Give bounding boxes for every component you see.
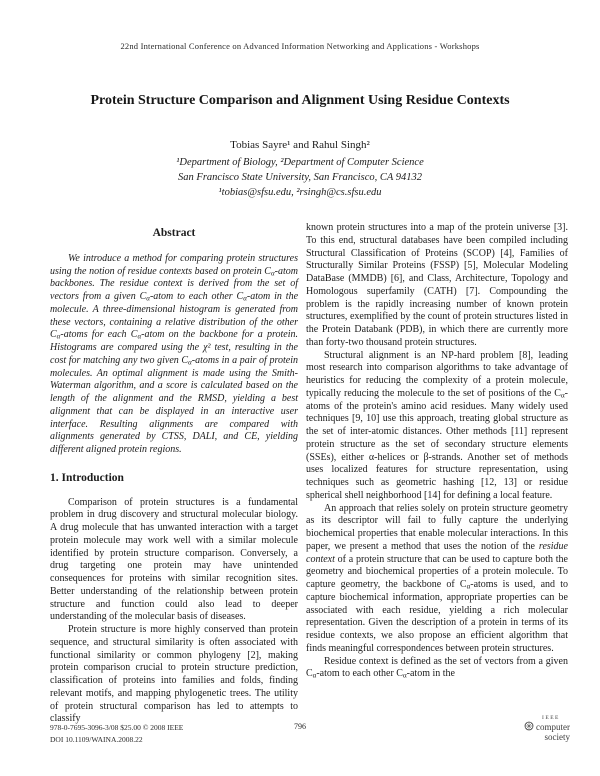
body-paragraph: Residue context is defined as the set of vectors from a given $C_\alpha$-atom to each other $C_\alpha$-atom in the bbox=[306, 655, 568, 680]
doi-line: DOI 10.1109/WAINA.2008.22 bbox=[50, 734, 143, 744]
isbn-copyright-line: 978-0-7695-3096-3/08 $25.00 © 2008 IEEE bbox=[50, 723, 184, 732]
introduction-paragraph: Comparison of protein structures is a fundamental problem in drug discovery and structural molecular biology. A drug molecule that has unwanted interaction with a target protein molecule may work well with a similar molecule identified by protein structure comparison. Conversely, a drug targeting one protein may have unintended consequences for proteins with similar recognition sites. Better understanding of the relationship between protein structure and function could also lead to deeper understanding of the molecular basis of diseases. bbox=[50, 496, 298, 623]
affiliation-departments: ¹Department of Biology, ²Department of Computer Science bbox=[176, 157, 424, 168]
right-column bbox=[306, 222, 568, 681]
paper-title: Protein Structure Comparison and Alignment Using Residue Contexts bbox=[90, 93, 510, 108]
author-emails: ¹tobias@sfsu.edu, ²rsingh@cs.sfsu.edu bbox=[218, 187, 382, 198]
running-header: 22nd International Conference on Advanced Information Networking and Applications - Workshops bbox=[120, 41, 480, 51]
body-paragraph: An approach that relies solely on protein structure geometry as its descriptor will fail to fully capture the underlying biochemical properties that enable molecular interactions. In this paper, we present a method that uses the notion of the residue context of a protein structure that can be used to capture both the geometry and biochemical properties of a protein molecule. To capture geometry, the backbone of $C_\alpha$-atoms is used, and to capture biochemical information, appropriate properties can be associated with each residue, yielding a rich molecular representation. Given the description of a protein in terms of its residue contexts, we also propose an efficient algorithm that finds meaningful correspondences between protein structures. bbox=[306, 502, 568, 654]
body-paragraph: known protein structures into a map of the protein universe [3]. To this end, structural databases have been compiled including Structural Classification of Proteins (SCOP) [4], Families of Structurally Similar Proteins (FSSP) [5], Molecular Modeling DataBase (MMDB) [6], and Class, Architecture, Topology and Homologous superfamily (CATH) [7]. Compounding the problem is the rapidly increasing number of known protein structures, exemplified by the count of protein structures listed in the Protein Databank (PDB), in which there are currently more than forty-two thousand protein structures. bbox=[306, 222, 568, 348]
affiliation-university: San Francisco State University, San Francisco, CA 94132 bbox=[178, 172, 422, 183]
page-number: 796 bbox=[294, 722, 306, 731]
body-paragraph: Structural alignment is an NP-hard problem [8], leading most research into comparison algorithms to take advantage of heuristics for reducing the complexity of a protein molecule, typically reducing the molecule to the set of positions of the $C_\alpha$-atoms of the protein's amino acid residues. Many widely used techniques [9, 10] use this approach, treating global structure as the set of inter-atomic distances. Other methods [11] represent protein structure as the set of secondary structure elements (SSEs), either α-helices or β-strands. Another set of methods uses localized features for structure representation, using techniques such as geometric hashing [12, 13] or residue spherical shell neighborhood [14] for defining a local feature. bbox=[306, 349, 568, 501]
ieee-logo-text: IEEE bbox=[542, 715, 560, 721]
computer-logo-text: computer bbox=[536, 721, 570, 732]
abstract-heading: Abstract bbox=[152, 227, 196, 239]
abstract-body: We introduce a method for comparing protein structures using the notion of residue contexts based on protein $C_\alpha$-atom backbones. The residue context is derived from the set of vectors from a given $C_\alpha$-atom to each other $C_\alpha$-atom in the molecule. A three-dimensional histogram is generated from these vectors, containing a relative distribution of the other $C_\alpha$-atoms for each $C_\alpha$-atom on the backbone for a protein. Histograms are compared using the χ² test, resulting in the cost for matching any two given $C_\alpha$-atoms in a pair of protein molecules. An optimal alignment is made using the Smith-Waterman algorithm, and a score is calculated based on the length of the alignment and the RMSD, yielding a best alignment that can be displayed in an interactive user interface. Resulting alignments are compared with alignments generated by CTSS, DALI, and CE, yielding different aligned protein regions. bbox=[50, 252, 299, 455]
ieee-computer-society-logo bbox=[524, 715, 570, 742]
author-line: Tobias Sayre¹ and Rahul Singh² bbox=[230, 139, 370, 151]
society-logo-text: society bbox=[544, 732, 570, 742]
introduction-heading: 1. Introduction bbox=[50, 471, 124, 484]
left-column bbox=[50, 222, 298, 726]
introduction-paragraph: Protein structure is more highly conserved than protein sequence, and structural similarity is often associated with functional similarity or common phylogeny [2], making protein comparison crucial to protein structure prediction, classification of proteins into families and folds, finding relevant motifs, and mapping phylogenetic trees. The utility of protein structural comparison has led to attempts to classify bbox=[50, 624, 298, 725]
ieee-rosette-icon bbox=[524, 721, 534, 733]
